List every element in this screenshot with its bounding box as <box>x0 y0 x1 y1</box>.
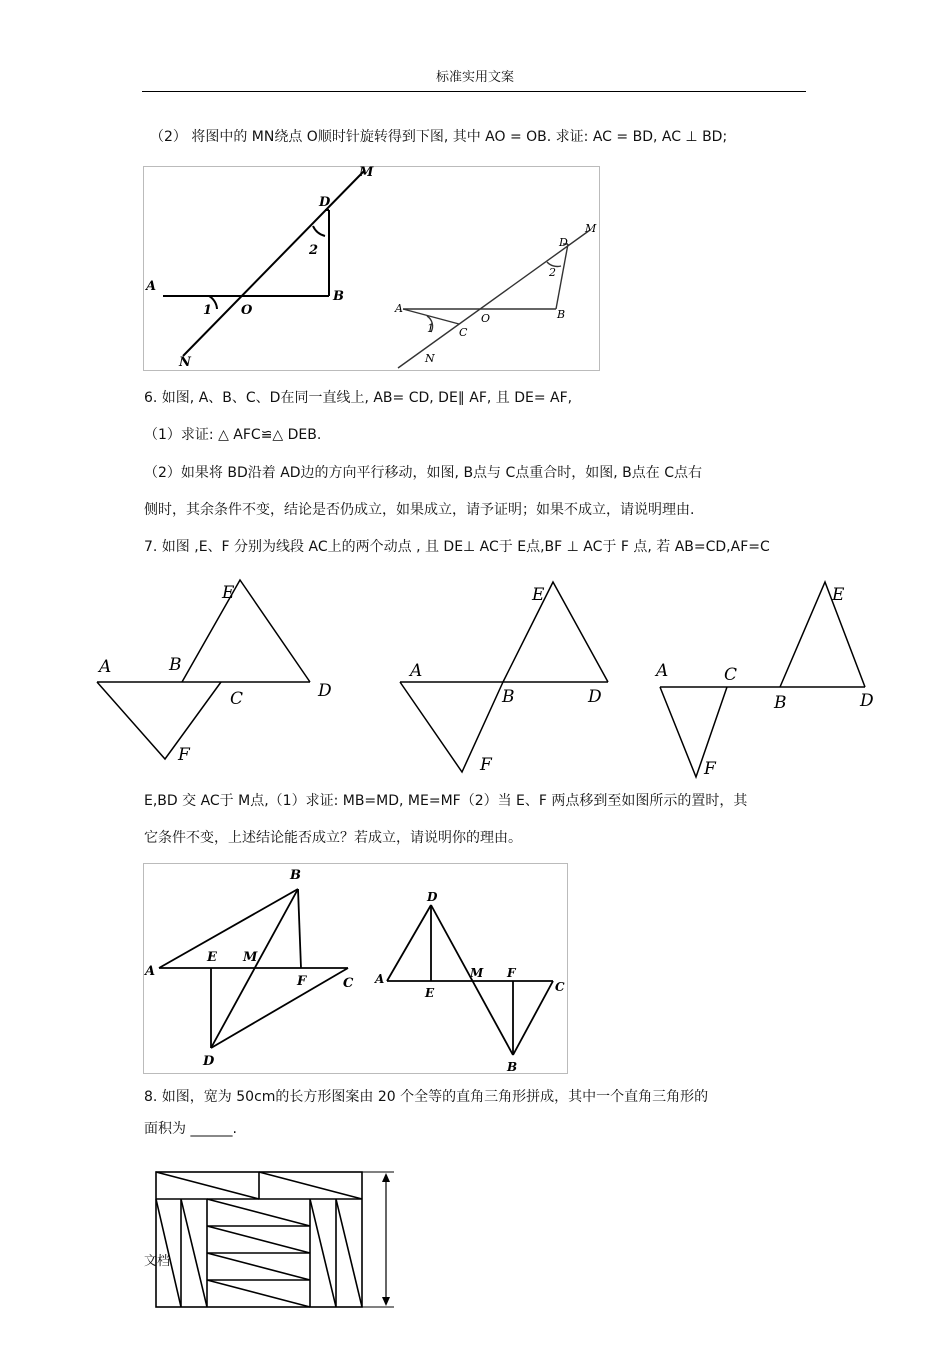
label-B: B <box>774 693 787 713</box>
problem7-line2: E,BD 交 AC于 M点,（1）求证: MB=MD, ME=MF（2）当 E、F 两点移到至如图所示的置时，其 <box>144 793 748 809</box>
label-1: 1 <box>427 322 434 335</box>
figure-8 <box>150 1165 400 1315</box>
label-B: B <box>290 868 301 883</box>
label-F: F <box>178 745 190 765</box>
label-1: 1 <box>203 303 213 318</box>
problem7-line3: 它条件不变，上述结论能否成立？若成立，请说明你的理由。 <box>144 830 522 846</box>
label-D: D <box>427 890 438 904</box>
label-B: B <box>333 289 344 304</box>
label-B: B <box>507 1060 518 1074</box>
label-N: N <box>179 355 191 370</box>
label-O: O <box>241 303 253 318</box>
page-header: 标准实用文案 <box>435 70 514 85</box>
figure-6a-labels <box>97 583 332 765</box>
figure-7 <box>143 863 569 1074</box>
label-B: B <box>557 308 566 321</box>
figure-7a-lines <box>159 889 348 1048</box>
label-D: D <box>588 687 602 707</box>
label-A: A <box>410 661 423 681</box>
problem7-statement: 7. 如图 ,E、F 分别为线段 AC上的两个动点 , 且 DE⊥ AC于 E点,BF ⊥ AC于 F 点, 若 AB=CD,AF=C <box>144 539 770 555</box>
figure-6b-lines <box>400 582 608 772</box>
label-A: A <box>146 279 157 294</box>
label-B: B <box>169 655 182 675</box>
figure-5 <box>143 166 601 371</box>
label-A: A <box>99 657 112 677</box>
label-D: D <box>860 691 874 711</box>
label-D: D <box>203 1054 215 1069</box>
label-E: E <box>425 986 435 1000</box>
label-F: F <box>480 755 492 775</box>
figure-6a-lines <box>97 580 310 759</box>
label-C: C <box>459 326 468 339</box>
label-C: C <box>724 665 738 685</box>
label-F: F <box>507 966 516 980</box>
label-B: B <box>502 687 515 707</box>
problem6-part1: （1）求证: △ AFC≌△ DEB. <box>144 427 322 443</box>
figure-6b-labels <box>408 585 602 775</box>
label-A: A <box>656 661 669 681</box>
label-A: A <box>375 972 385 986</box>
problem6-part2-line1: （2）如果将 BD沿着 AD边的方向平行移动，如图, B点与 C点重合时，如图, B点在 C点右 <box>144 465 703 481</box>
label-E: E <box>222 583 235 603</box>
label-N: N <box>425 352 435 365</box>
figure-6 <box>90 572 890 782</box>
label-M: M <box>470 966 484 980</box>
figure-6c-lines <box>660 582 865 777</box>
figure-border <box>144 167 600 371</box>
label-D: D <box>318 681 332 701</box>
problem8-line2: 面积为 ______. <box>144 1121 237 1137</box>
label-M: M <box>585 222 597 235</box>
problem5-part2: （2） 将图中的 MN绕点 O顺时针旋转得到下图, 其中 AO = OB. 求证: AC = BD, AC ⊥ BD; <box>150 129 728 145</box>
label-C: C <box>343 976 354 991</box>
label-E: E <box>532 585 545 605</box>
label-C: C <box>230 689 244 709</box>
figure-7b-lines <box>387 905 553 1055</box>
label-2: 2 <box>549 266 556 279</box>
figure-6c-labels <box>654 585 874 779</box>
problem6-statement: 6. 如图, A、B、C、D在同一直线上, AB= CD, DE∥ AF, 且 DE= AF, <box>144 390 573 406</box>
label-A: A <box>145 964 156 979</box>
figure-5a-lines <box>163 170 365 356</box>
label-M: M <box>359 166 374 180</box>
figure-5b-labels <box>394 222 597 365</box>
label-D: D <box>559 236 568 249</box>
label-2: 2 <box>309 243 319 258</box>
label-F: F <box>704 759 716 779</box>
figure-7b-labels <box>374 890 565 1074</box>
label-C: C <box>555 980 565 994</box>
problem6-part2-line2: 侧时，其余条件不变，结论是否仍成立，如果成立，请予证明；如果不成立，请说明理由. <box>144 502 695 518</box>
label-O: O <box>481 312 491 325</box>
problem8-statement: 8. 如图，宽为 50cm的长方形图案由 20 个全等的直角三角形拼成，其中一个直角三角形的 <box>144 1089 709 1105</box>
label-F: F <box>297 974 307 989</box>
label-E: E <box>832 585 845 605</box>
label-M: M <box>243 950 258 965</box>
header-divider <box>142 91 806 92</box>
figure-8-lines <box>156 1172 394 1307</box>
footer-label: 文档 <box>144 1254 171 1269</box>
label-A: A <box>395 302 403 315</box>
label-D: D <box>319 195 331 210</box>
label-E: E <box>207 950 217 965</box>
figure-5b-lines <box>398 230 590 368</box>
